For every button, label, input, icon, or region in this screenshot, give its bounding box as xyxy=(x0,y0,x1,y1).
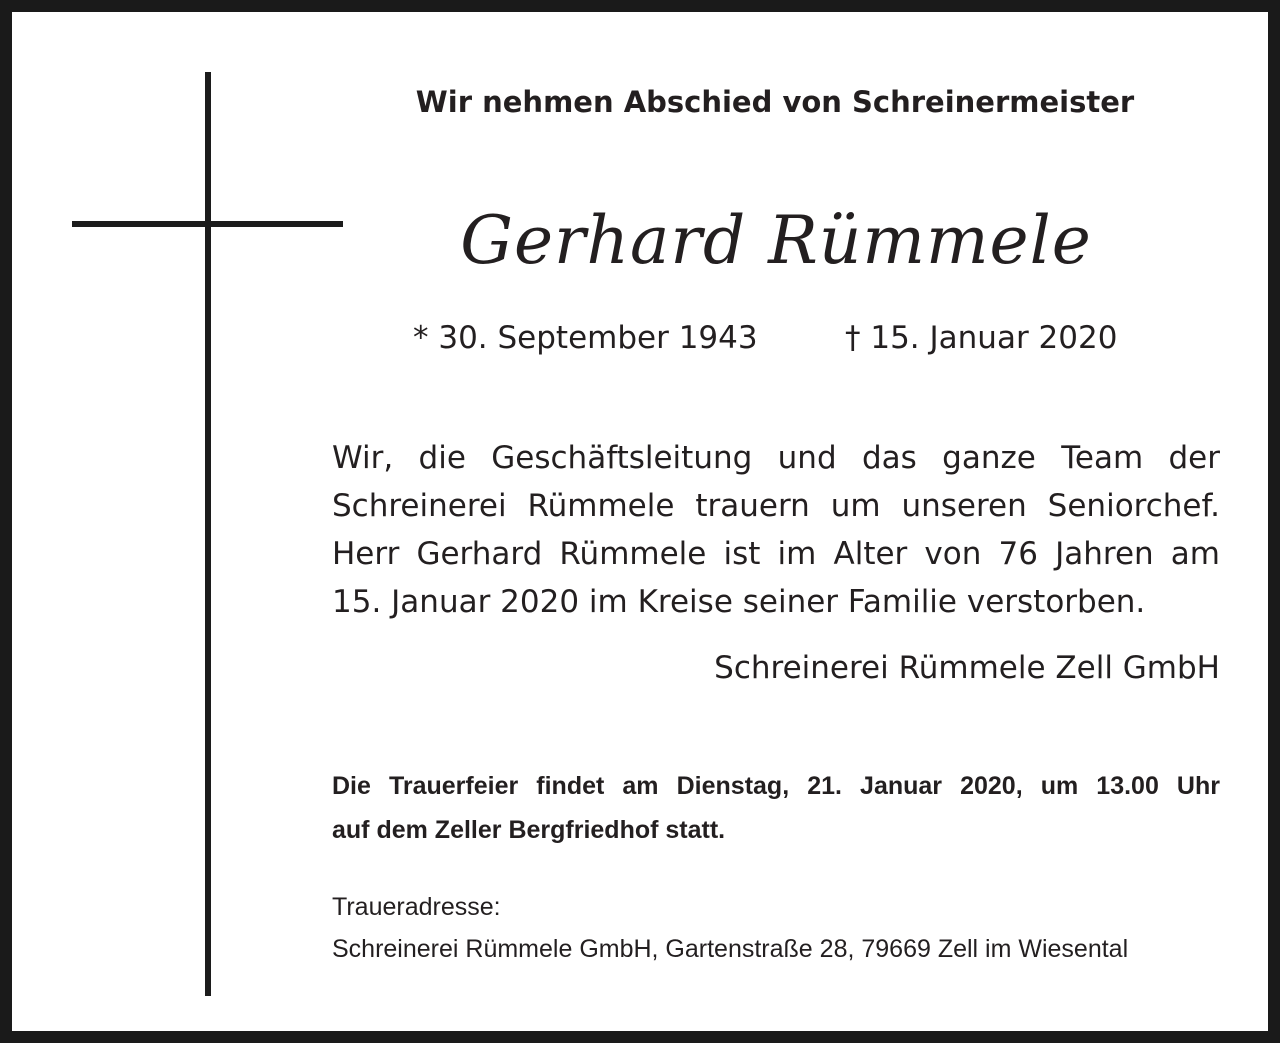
death-date: † 15. Januar 2020 xyxy=(845,320,1118,356)
address-label: Traueradresse: xyxy=(332,893,501,921)
funeral-service-info xyxy=(332,764,1220,852)
message-line: Wir, die Geschäftsleitung und das ganze Team der xyxy=(332,440,1220,476)
service-line: auf dem Zeller Bergfriedhof statt. xyxy=(332,816,726,844)
address-text: Schreinerei Rümmele GmbH, Gartenstraße 28, 79669 Zell im Wiesental xyxy=(332,935,1129,963)
message-line: 15. Januar 2020 im Kreise seiner Familie verstorben. xyxy=(332,584,1146,620)
service-line: Die Trauerfeier findet am Dienstag, 21. Januar 2020, um 13.00 Uhr xyxy=(332,772,1220,800)
cross-vertical-beam xyxy=(205,72,211,996)
cross-horizontal-beam xyxy=(72,221,343,227)
intro-heading: Wir nehmen Abschied von Schreinermeister xyxy=(415,85,1135,119)
message-line: Schreinerei Rümmele trauern um unseren Seniorchef. xyxy=(332,488,1220,524)
condolence-message xyxy=(332,434,1220,626)
company-signature: Schreinerei Rümmele Zell GmbH xyxy=(714,650,1220,686)
message-line: Herr Gerhard Rümmele ist im Alter von 76 Jahren am xyxy=(332,536,1220,572)
deceased-name: Gerhard Rümmele xyxy=(460,202,1092,279)
mourning-address xyxy=(332,886,1128,970)
birth-date: * 30. September 1943 xyxy=(413,320,758,356)
